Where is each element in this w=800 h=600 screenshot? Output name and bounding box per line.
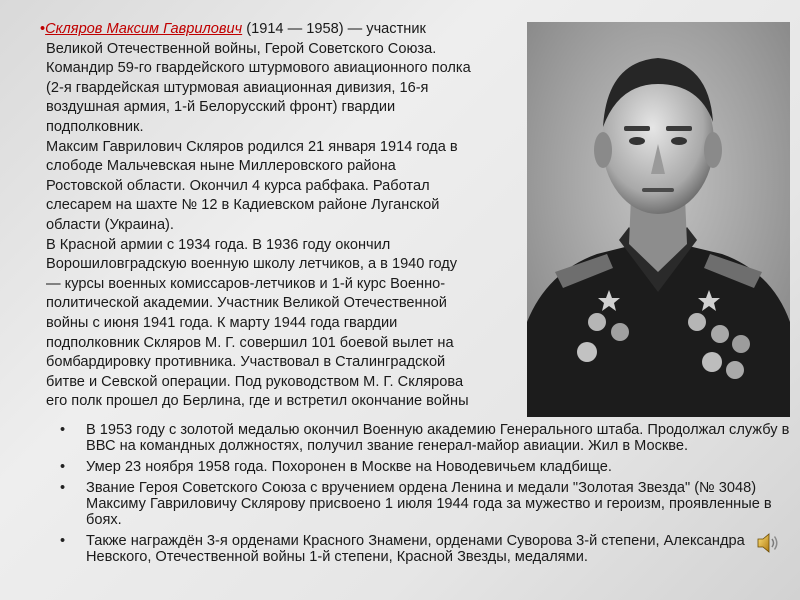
speaker-icon-graphic [755, 530, 781, 556]
bio-line: бомбардировку противника. Участвовал в Сталинградской [46, 354, 446, 371]
bio-line: (2-я гвардейская штурмовая авиационная дивизия, 16-я [46, 79, 429, 96]
bio-line: Командир 59-го гвардейского штурмового авиационного полка [46, 60, 471, 77]
bio-line: В Красной армии с 1934 года. В 1936 году окончил [46, 236, 391, 253]
bio-line: подполковник Скляров М. Г. совершил 101 боевой вылет на [46, 334, 454, 351]
bio-line: подполковник. [46, 118, 144, 135]
bio-line: Максим Гаврилович Скляров родился 21 января 1914 года в [46, 138, 458, 155]
biography-text [40, 20, 536, 412]
career-bullet-list [60, 422, 790, 570]
bullet-dot: • [40, 21, 46, 37]
bio-line: слесарем на шахте № 12 в Кадиевском районе Луганской [46, 197, 440, 214]
bio-line: Великой Отечественной войны, Герой Советского Союза. [46, 40, 437, 57]
speaker-icon[interactable] [755, 530, 781, 556]
bio-line: Ростовской области. Окончил 4 курса рабфака. Работал [46, 177, 430, 194]
bio-line: воздушная армия, 1-й Белорусский фронт) гвардии [46, 99, 396, 116]
bio-line: войны с июня 1941 года. К марту 1944 года гвардии [46, 314, 398, 331]
portrait-photo [527, 22, 790, 417]
bio-line: его полк прошел до Берлина, где и встретил окончание войны [46, 393, 469, 410]
portrait-illustration [527, 22, 790, 417]
name-link[interactable]: Скляров Максим Гаврилович [45, 21, 243, 37]
list-item: • Умер 23 ноября 1958 года. Похоронен в Москве на Новодевичьем кладбище. [60, 459, 790, 475]
intro-line-1 [40, 20, 536, 40]
bio-line: области (Украина). [46, 216, 174, 233]
list-item: • В 1953 году с золотой медалью окончил Военную академию Генерального штаба. Продолжал службу в ВВС на командных должностях, получил звание генерал-майор авиации. Жил в Москве. [60, 422, 790, 454]
bio-line: слободе Мальчевская ныне Миллеровского района [46, 158, 396, 175]
list-item: • Также награждён 3-я орденами Красного Знамени, орденами Суворова 3-й степени, Александра Невского, Отечественной войны 1-й степени, Красной Звезды, медалями. [60, 533, 790, 565]
bio-line: Ворошиловградскую военную школу летчиков, а в 1940 году [46, 256, 458, 273]
list-item: • Звание Героя Советского Союза с вручением ордена Ленина и медали "Золотая Звезда" (№ 3048) Максиму Гавриловичу Склярову присвоено 1 июля 1944 года за мужество и героизм, проявленные в боях. [60, 480, 790, 528]
bio-line: битве и Севской операции. Под руководством М. Г. Склярова [46, 373, 464, 390]
bio-line: политической академии. Участник Великой Отечественной [46, 295, 447, 312]
bio-line: — курсы военных комиссаров-летчиков и 1-й курс Военно- [46, 275, 446, 292]
intro-line-1-rest: (1914 — 1958) — участник [242, 21, 426, 37]
